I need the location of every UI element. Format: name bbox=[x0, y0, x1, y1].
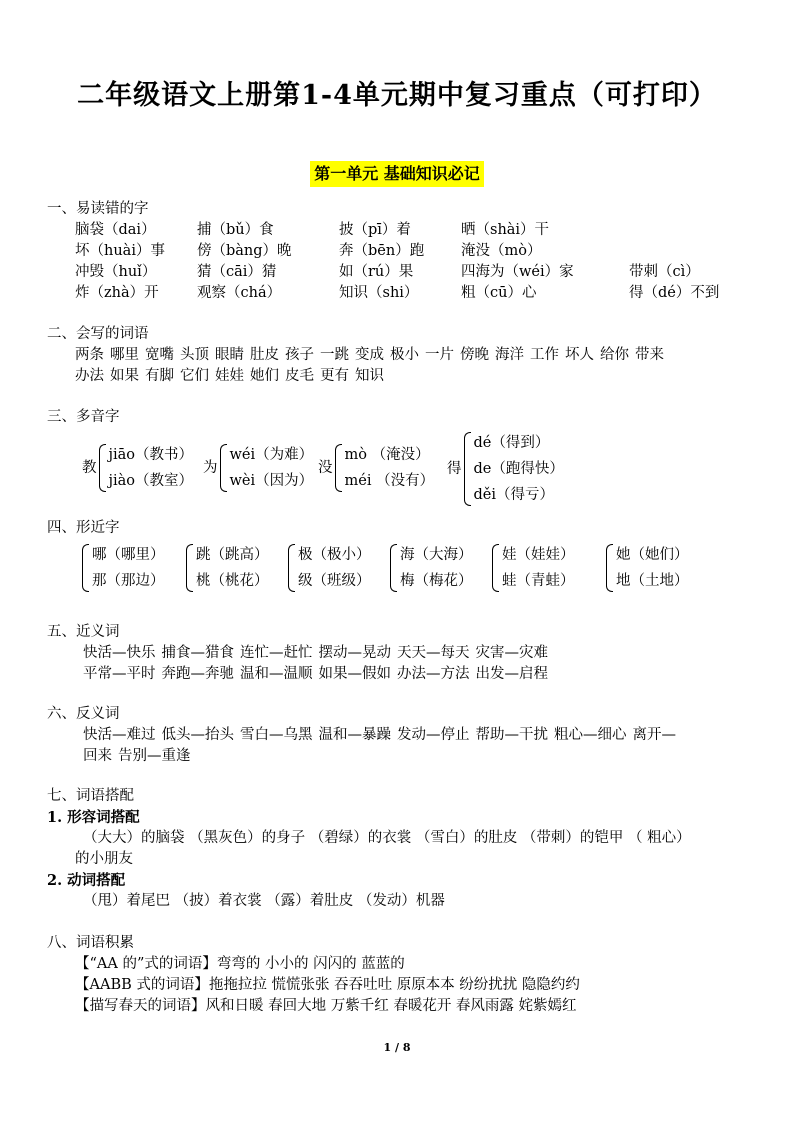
polyphone-reading: jiāo（教书） bbox=[108, 447, 194, 463]
misread-cell: 奔（bēn）跑 bbox=[339, 243, 425, 259]
similar-char: 海（大海） bbox=[400, 547, 473, 563]
section-title: 一、易读错的字 bbox=[47, 201, 149, 217]
word-item: 低头—抬头 bbox=[161, 727, 234, 743]
misread-cell: 傍（bàng）晚 bbox=[197, 243, 292, 259]
similar-char: 娃（娃娃） bbox=[502, 547, 575, 563]
similar-char-group bbox=[492, 542, 575, 594]
word-item: 海洋 bbox=[495, 347, 524, 363]
similar-char-pair bbox=[502, 542, 575, 594]
word-item: 坏人 bbox=[565, 347, 594, 363]
polyphone-group bbox=[447, 430, 564, 508]
polyphone-reading: dé（得到） bbox=[473, 435, 550, 451]
word-item: 如果—假如 bbox=[318, 666, 391, 682]
brace-icon bbox=[606, 544, 613, 592]
vocab-line: 【AABB 式的词语】拖拖拉拉 慌慌张张 吞吞吐吐 原原本本 纷纷扰扰 隐隐约约 bbox=[75, 977, 580, 993]
word-item: 傍晚 bbox=[460, 347, 489, 363]
misread-row bbox=[47, 220, 767, 241]
similar-char-group bbox=[606, 542, 689, 594]
misread-cell: 粗（cū）心 bbox=[461, 285, 537, 301]
polyphone-char: 为 bbox=[203, 459, 218, 476]
word-line bbox=[47, 725, 767, 746]
misread-cell: 晒（shài）干 bbox=[461, 222, 550, 238]
polyphone-reading: wèi（因为） bbox=[229, 473, 314, 489]
collocation-line: （大大）的脑袋 （黑灰色）的身子 （碧绿）的衣裳 （雪白）的肚皮 （带刺）的铠甲 （ 粗心） bbox=[83, 830, 691, 846]
word-item: 它们 bbox=[180, 368, 209, 384]
polyphone-reading: děi（得亏） bbox=[473, 487, 555, 503]
section-polyphones bbox=[47, 407, 767, 428]
brace-icon bbox=[82, 544, 89, 592]
word-line bbox=[47, 643, 767, 664]
subsection-title: 2. 动词搭配 bbox=[47, 872, 126, 889]
brace-icon bbox=[464, 432, 471, 506]
section-title: 六、反义词 bbox=[47, 706, 120, 722]
word-item: 回来 bbox=[83, 748, 112, 764]
similar-char: 桃（桃花） bbox=[196, 573, 269, 589]
word-item: 宽嘴 bbox=[145, 347, 174, 363]
misread-cell: 坏（huài）事 bbox=[75, 243, 165, 259]
word-line bbox=[47, 664, 767, 685]
section-similar-chars bbox=[47, 518, 767, 539]
similar-char-group bbox=[390, 542, 473, 594]
brace-icon bbox=[186, 544, 193, 592]
similar-char: 那（那边） bbox=[92, 573, 165, 589]
polyphone-reading: de（跑得快） bbox=[473, 461, 564, 477]
misread-cell: 脑袋（dai） bbox=[75, 222, 156, 238]
word-item: 捕食—猎食 bbox=[161, 645, 234, 661]
word-item: 温和—温顺 bbox=[240, 666, 313, 682]
word-item: 帮助—干扰 bbox=[475, 727, 548, 743]
polyphone-reading: mò （淹没） bbox=[344, 447, 430, 463]
word-item: 工作 bbox=[530, 347, 559, 363]
brace-icon bbox=[390, 544, 397, 592]
word-item: 孩子 bbox=[285, 347, 314, 363]
misread-table bbox=[47, 220, 767, 304]
word-item: 雪白—乌黑 bbox=[240, 727, 313, 743]
vocab-line: 【“AA 的”式的词语】弯弯的 小小的 闪闪的 蓝蓝的 bbox=[75, 956, 405, 972]
word-item: 办法 bbox=[75, 368, 104, 384]
misread-cell: 捕（bǔ）食 bbox=[197, 222, 274, 238]
misread-cell: 淹没（mò） bbox=[461, 243, 542, 259]
misread-cell: 炸（zhà）开 bbox=[75, 285, 159, 301]
similar-char-pair bbox=[92, 542, 165, 594]
similar-char: 级（班级） bbox=[298, 573, 371, 589]
word-item: 一片 bbox=[425, 347, 454, 363]
word-item: 离开— bbox=[632, 727, 676, 743]
section-title: 四、形近字 bbox=[47, 520, 120, 536]
word-item: 她们 bbox=[250, 368, 279, 384]
section-synonyms bbox=[47, 622, 767, 685]
brace-icon bbox=[492, 544, 499, 592]
word-item: 极小 bbox=[390, 347, 419, 363]
word-item: 办法—方法 bbox=[397, 666, 470, 682]
polyphone-readings bbox=[474, 430, 564, 508]
brace-icon bbox=[220, 444, 227, 492]
similar-char: 地（土地） bbox=[616, 573, 689, 589]
misread-cell: 知识（shi） bbox=[339, 285, 419, 301]
section-writing-words bbox=[47, 324, 767, 387]
misread-cell: 得（dé）不到 bbox=[629, 285, 720, 301]
misread-cell: 观察（chá） bbox=[197, 285, 282, 301]
polyphone-group bbox=[82, 442, 193, 494]
polyphone-char: 得 bbox=[447, 460, 462, 477]
unit-heading-wrap bbox=[0, 161, 794, 187]
word-item: 粗心—细心 bbox=[554, 727, 627, 743]
word-line bbox=[47, 746, 767, 767]
polyphone-reading: jiào（教室） bbox=[108, 473, 194, 489]
page-number: 1 / 8 bbox=[383, 1041, 411, 1054]
misread-cell: 四海为（wéi）家 bbox=[461, 264, 574, 280]
word-item: 告别—重逢 bbox=[118, 748, 191, 764]
word-item: 灾害—灾难 bbox=[475, 645, 548, 661]
similar-char: 哪（哪里） bbox=[92, 547, 165, 563]
similar-char: 梅（梅花） bbox=[400, 573, 473, 589]
section-antonyms bbox=[47, 704, 767, 767]
polyphone-group bbox=[318, 442, 434, 494]
section-title: 三、多音字 bbox=[47, 409, 120, 425]
word-item: 知识 bbox=[355, 368, 384, 384]
misread-cell: 带刺（cì） bbox=[629, 264, 700, 280]
misread-row bbox=[47, 283, 767, 304]
word-item: 一跳 bbox=[320, 347, 349, 363]
polyphone-char: 教 bbox=[82, 459, 97, 476]
word-item: 快活—难过 bbox=[83, 727, 156, 743]
brace-icon bbox=[288, 544, 295, 592]
word-item: 两条 bbox=[75, 347, 104, 363]
similar-char-group bbox=[186, 542, 269, 594]
similar-char-group bbox=[82, 542, 165, 594]
section-vocabulary bbox=[47, 933, 767, 1017]
polyphone-group bbox=[203, 442, 313, 494]
word-item: 摆动—晃动 bbox=[318, 645, 391, 661]
polyphone-char: 没 bbox=[318, 459, 333, 476]
similar-char: 她（她们） bbox=[616, 547, 689, 563]
misread-row bbox=[47, 262, 767, 283]
page-title: 二年级语文上册第1-4单元期中复习重点（可打印） bbox=[77, 80, 717, 111]
similar-char-pair bbox=[196, 542, 269, 594]
section-title: 八、词语积累 bbox=[47, 935, 134, 951]
word-line bbox=[47, 345, 767, 366]
word-item: 奔跑—奔驰 bbox=[161, 666, 234, 682]
word-item: 哪里 bbox=[110, 347, 139, 363]
polyphone-readings bbox=[109, 442, 194, 494]
similar-char-pair bbox=[400, 542, 473, 594]
word-item: 变成 bbox=[355, 347, 384, 363]
word-item: 娃娃 bbox=[215, 368, 244, 384]
word-item: 头顶 bbox=[180, 347, 209, 363]
brace-icon bbox=[335, 444, 342, 492]
misread-cell: 冲毁（huǐ） bbox=[75, 264, 157, 280]
word-item: 肚皮 bbox=[250, 347, 279, 363]
misread-cell: 披（pī）着 bbox=[339, 222, 411, 238]
section-misread-chars bbox=[47, 199, 767, 304]
unit-heading: 第一单元 基础知识必记 bbox=[310, 161, 484, 187]
similar-char: 跳（跳高） bbox=[196, 547, 269, 563]
word-item: 更有 bbox=[320, 368, 349, 384]
word-item: 快活—快乐 bbox=[83, 645, 156, 661]
word-item: 有脚 bbox=[145, 368, 174, 384]
brace-icon bbox=[99, 444, 106, 492]
collocation-line: 的小朋友 bbox=[75, 851, 133, 867]
vocab-line: 【描写春天的词语】风和日暖 春回大地 万紫千红 春暖花开 春风雨露 姹紫嫣红 bbox=[75, 998, 577, 1014]
word-line bbox=[47, 366, 767, 387]
section-collocations bbox=[47, 786, 767, 912]
polyphone-reading: méi （没有） bbox=[344, 473, 435, 489]
word-item: 皮毛 bbox=[285, 368, 314, 384]
collocation-line: （甩）着尾巴 （披）着衣裳 （露）着肚皮 （发动）机器 bbox=[83, 893, 445, 909]
polyphone-readings bbox=[230, 442, 314, 494]
misread-cell: 如（rú）果 bbox=[339, 264, 414, 280]
similar-char: 蛙（青蛙） bbox=[502, 573, 575, 589]
word-item: 连忙—赶忙 bbox=[240, 645, 313, 661]
word-item: 带来 bbox=[635, 347, 664, 363]
word-item: 给你 bbox=[600, 347, 629, 363]
word-item: 眼睛 bbox=[215, 347, 244, 363]
polyphone-reading: wéi（为难） bbox=[229, 447, 314, 463]
word-item: 平常—平时 bbox=[83, 666, 156, 682]
word-item: 发动—停止 bbox=[397, 727, 470, 743]
word-item: 出发—启程 bbox=[475, 666, 548, 682]
similar-char: 极（极小） bbox=[298, 547, 371, 563]
subsection-title: 1. 形容词搭配 bbox=[47, 809, 140, 826]
polyphone-readings bbox=[345, 442, 435, 494]
misread-cell: 猜（cāi）猜 bbox=[197, 264, 277, 280]
word-item: 温和—暴躁 bbox=[318, 727, 391, 743]
section-title: 二、会写的词语 bbox=[47, 326, 149, 342]
word-item: 天天—每天 bbox=[397, 645, 470, 661]
misread-row bbox=[47, 241, 767, 262]
similar-char-group bbox=[288, 542, 371, 594]
section-title: 七、词语搭配 bbox=[47, 788, 134, 804]
similar-char-pair bbox=[616, 542, 689, 594]
similar-char-pair bbox=[298, 542, 371, 594]
word-item: 如果 bbox=[110, 368, 139, 384]
section-title: 五、近义词 bbox=[47, 624, 120, 640]
